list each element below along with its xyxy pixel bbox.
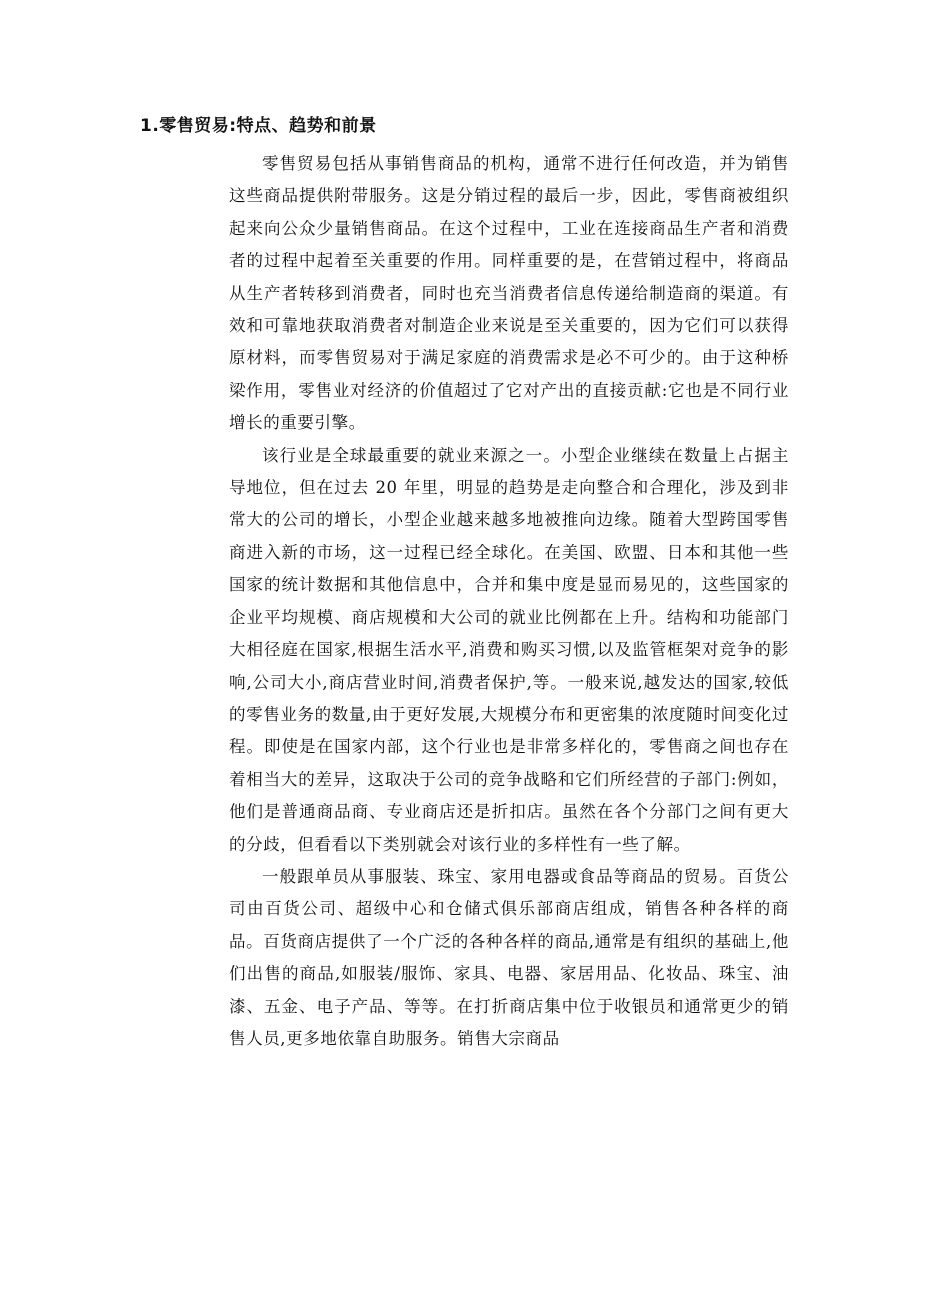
paragraph-1: 零售贸易包括从事销售商品的机构，通常不进行任何改造，并为销售这些商品提供附带服务。这是分销过程的最后一步，因此，零售商被组织起来向公众少量销售商品。在这个过程中，工业在连接商品生产者和消费者的过程中起着至关重要的作用。同样重要的是，在营销过程中，将商品从生产者转移到消费者，同时也充当消费者信息传递给制造商的渠道。有效和可靠地获取消费者对制造企业来说是至关重要的，因为它们可以获得原材料，而零售贸易对于满足家庭的消费需求是必不可少的。由于这种桥梁作用，零售业对经济的价值超过了它对产出的直接贡献:它也是不同行业增长的重要引擎。 xyxy=(229,154,789,433)
section-heading: 1.零售贸易:特点、趋势和前景 xyxy=(140,116,377,136)
paragraph-2: 该行业是全球最重要的就业来源之一。小型企业继续在数量上占据主导地位，但在过去 20 年里，明显的趋势是走向整合和合理化，涉及到非常大的公司的增长，小型企业越来越多地被推向边缘。随着大型跨国零售商进入新的市场，这一过程已经全球化。在美国、欧盟、日本和其他一些国家的统计数据和其他信息中，合并和集中度是显而易见的，这些国家的企业平均规模、商店规模和大公司的就业比例都在上升。结构和功能部门大相径庭在国家,根据生活水平,消费和购买习惯,以及监管框架对竞争的影响,公司大小,商店营业时间,消费者保护,等。一般来说,越发达的国家,较低的零售业务的数量,由于更好发展,大规模分布和更密集的浓度随时间变化过程。即使是在国家内部，这个行业也是非常多样化的，零售商之间也存在着相当大的差异，这取决于公司的竞争战略和它们所经营的子部门:例如，他们是普通商品商、专业商店还是折扣店。虽然在各个分部门之间有更大的分歧，但看看以下类别就会对该行业的多样性有一些了解。 xyxy=(229,445,789,854)
paragraph-3: 一般跟单员从事服装、珠宝、家用电器或食品等商品的贸易。百货公司由百货公司、超级中心和仓储式俱乐部商店组成，销售各种各样的商品。百货商店提供了一个广泛的各种各样的商品,通常是有组织的基础上,他们出售的商品,如服装/服饰、家具、电器、家居用品、化妆品、珠宝、油漆、五金、电子产品、等等。在打折商店集中位于收银员和通常更少的销售人员,更多地依靠自助服务。销售大宗商品 xyxy=(229,866,789,1048)
body-text xyxy=(229,148,789,1055)
